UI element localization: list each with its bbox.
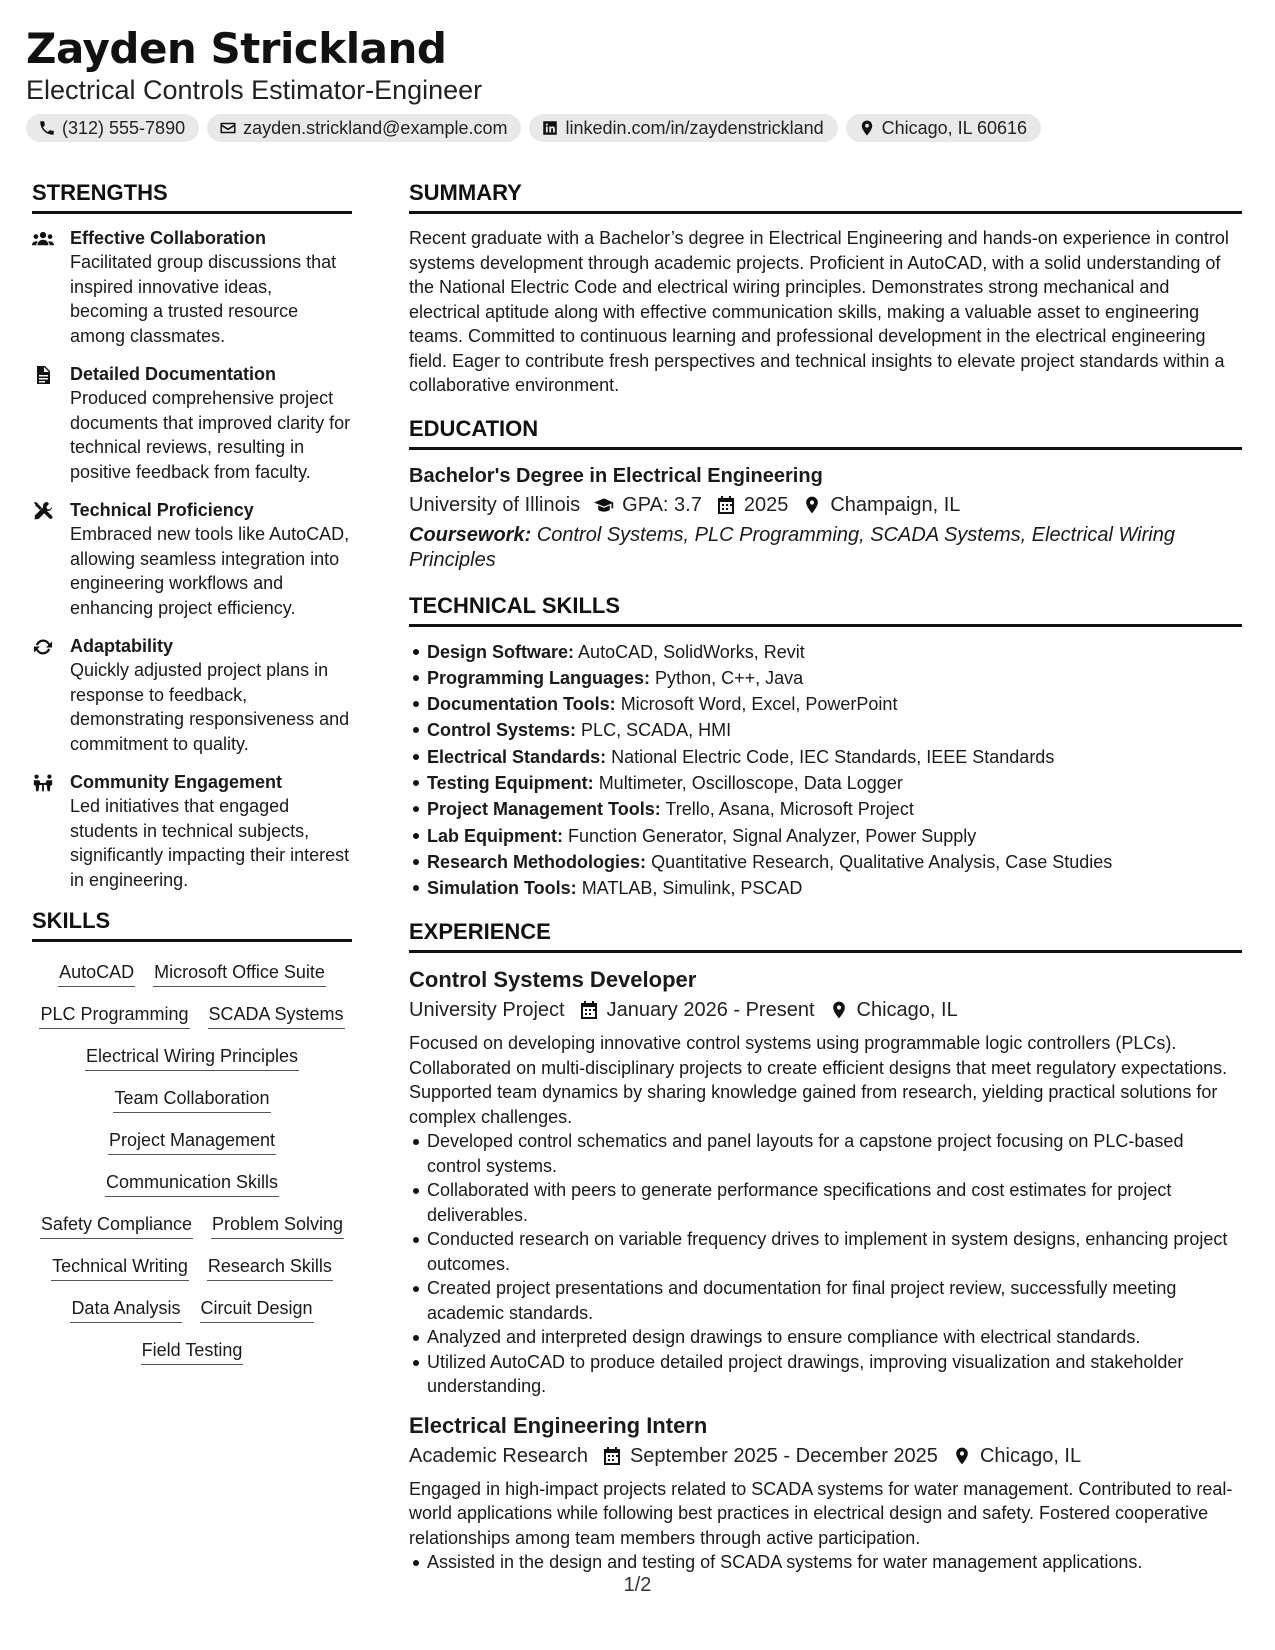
list-item: Assisted in the design and testing of SCADA systems for water management applications. (409, 1550, 1242, 1575)
strength-desc: Produced comprehensive project documents that improved clarity for technical reviews, resulting in positive feedback from faculty. (70, 388, 351, 482)
strength-item (32, 634, 352, 756)
email-chip[interactable] (207, 114, 521, 142)
strength-title: Detailed Documentation (70, 364, 277, 384)
calendar-icon (602, 1446, 622, 1466)
school-name: University of Illinois (409, 493, 581, 516)
tech-skill-label: Simulation Tools: (427, 878, 577, 899)
tech-skill-label: Electrical Standards: (427, 746, 607, 767)
technical-skills-list (409, 639, 1242, 902)
job-org: University Project (409, 999, 565, 1022)
skills-list (32, 960, 352, 1365)
list-item (409, 823, 1242, 849)
skill-tag: Research Skills (207, 1254, 333, 1281)
calendar-icon (579, 1000, 599, 1020)
candidate-name: Zayden Strickland (26, 24, 447, 73)
list-item (409, 744, 1242, 770)
list-item (409, 875, 1242, 901)
location-chip (846, 114, 1041, 142)
skill-tag: Communication Skills (105, 1170, 279, 1197)
job-description: Focused on developing innovative control systems using programmable logic controllers (PLCs). Collaborated on multi-disciplinary projects to create efficient designs that meet regulatory expectations. Supported team dynamics by sharing knowledge gained from research, yielding practical solutions for complex challenges. (409, 1033, 1228, 1127)
tech-skill-label: Programming Languages: (427, 667, 651, 688)
map-pin-icon (802, 495, 822, 515)
technical-skills-heading: TECHNICAL SKILLS (409, 591, 1242, 627)
list-item: Conducted research on variable frequency drives to implement in system designs, enhancing project outcomes. (409, 1227, 1242, 1276)
tech-skill-value: Multimeter, Oscilloscope, Data Logger (598, 772, 903, 793)
list-item (409, 639, 1242, 665)
tech-skill-label: Control Systems: (427, 720, 577, 741)
job-dates: January 2026 - Present (606, 999, 815, 1022)
tech-skill-label: Design Software: (427, 641, 575, 662)
tech-skill-label: Research Methodologies: (427, 851, 647, 872)
strength-item (32, 362, 352, 484)
strength-desc: Facilitated group discussions that inspired innovative ideas, becoming a trusted resource among classmates. (70, 252, 337, 346)
job-title: Electrical Engineering Intern (409, 1412, 708, 1438)
gpa-text: GPA: 3.7 (622, 493, 702, 516)
users-icon (32, 229, 54, 249)
tech-skill-value: National Electric Code, IEC Standards, IEEE Standards (611, 746, 1055, 767)
tech-skill-label: Project Management Tools: (427, 799, 661, 820)
job-entry (409, 1411, 1242, 1575)
coursework-label: Coursework: (409, 523, 532, 546)
job-bullets (409, 1550, 1242, 1575)
left-column (32, 178, 352, 1365)
linkedin-icon (541, 119, 559, 137)
map-pin-icon (858, 119, 876, 137)
job-location: Chicago, IL (979, 1444, 1082, 1467)
skill-tag: Team Collaboration (113, 1086, 270, 1113)
tech-skill-label: Documentation Tools: (427, 694, 616, 715)
coursework-text: Control Systems, PLC Programming, SCADA Systems, Electrical Wiring Principles (409, 523, 1175, 571)
strength-title: Community Engagement (70, 772, 283, 792)
strength-desc: Quickly adjusted project plans in response to feedback, demonstrating responsiveness and commitment to quality. (70, 660, 350, 754)
job-meta (409, 1441, 1242, 1471)
tech-skill-value: MATLAB, Simulink, PSCAD (581, 878, 803, 899)
document-icon (32, 365, 54, 385)
job-dates: September 2025 - December 2025 (629, 1444, 938, 1467)
skill-tag: PLC Programming (39, 1002, 189, 1029)
phone-icon (38, 119, 56, 137)
calendar-icon (716, 495, 736, 515)
skill-tag: Field Testing (141, 1338, 244, 1365)
list-item: Created project presentations and documentation for final project review, successfully meeting academic standards. (409, 1276, 1242, 1325)
list-item (409, 796, 1242, 822)
contact-bar (26, 114, 1256, 142)
page-number: 1/2 (623, 1574, 652, 1596)
skill-tag: Electrical Wiring Principles (85, 1044, 299, 1071)
right-column (409, 178, 1242, 1587)
education-meta (409, 490, 1242, 520)
list-item (409, 717, 1242, 743)
skill-tag: AutoCAD (58, 960, 135, 987)
list-item: Developed control schematics and panel layouts for a capstone project focusing on PLC-based control systems. (409, 1129, 1242, 1178)
graduation-cap-icon (594, 495, 614, 515)
tech-skill-value: Quantitative Research, Qualitative Analysis, Case Studies (651, 851, 1113, 872)
tools-icon (32, 501, 54, 521)
tech-skill-value: Trello, Asana, Microsoft Project (665, 799, 914, 820)
tech-skill-value: PLC, SCADA, HMI (581, 720, 732, 741)
job-location: Chicago, IL (856, 999, 958, 1022)
list-item (409, 665, 1242, 691)
strength-item (32, 498, 352, 620)
list-item: Collaborated with peers to generate performance specifications and cost estimates for project deliverables. (409, 1178, 1242, 1227)
strengths-heading: STRENGTHS (32, 178, 352, 214)
job-description: Engaged in high-impact projects related to SCADA systems for water management. Contributed to real-world applications while following best practices in electrical design and safety. Fostered cooperative relationships among team members through active participation. (409, 1478, 1233, 1548)
graduation-year: 2025 (743, 493, 789, 516)
strength-item (32, 226, 352, 348)
email-icon (219, 119, 237, 137)
strength-desc: Led initiatives that engaged students in technical subjects, significantly impacting their interest in engineering. (70, 796, 350, 890)
skill-tag: Circuit Design (200, 1296, 314, 1323)
coursework (409, 523, 1242, 573)
people-table-icon (32, 773, 54, 793)
phone-text: (312) 555-7890 (62, 117, 186, 138)
skill-tag: SCADA Systems (208, 1002, 345, 1029)
tech-skill-value: Function Generator, Signal Analyzer, Power Supply (568, 825, 977, 846)
education-location: Champaign, IL (830, 493, 961, 516)
job-org: Academic Research (409, 1444, 588, 1467)
job-meta (409, 995, 1242, 1025)
location-text: Chicago, IL 60616 (881, 117, 1028, 138)
list-item: Utilized AutoCAD to produce detailed project drawings, improving visualization and stakeholder understanding. (409, 1350, 1242, 1399)
tech-skill-label: Testing Equipment: (427, 772, 594, 793)
linkedin-chip[interactable] (529, 114, 837, 142)
resume-header (26, 22, 1256, 142)
skill-tag: Problem Solving (211, 1212, 344, 1239)
map-pin-icon (952, 1446, 972, 1466)
skill-tag: Technical Writing (51, 1254, 189, 1281)
strength-desc: Embraced new tools like AutoCAD, allowing seamless integration into engineering workflows and enhancing project efficiency. (70, 524, 350, 618)
degree-title: Bachelor's Degree in Electrical Engineering (409, 464, 823, 487)
tech-skill-value: Microsoft Word, Excel, PowerPoint (620, 694, 898, 715)
summary-heading: SUMMARY (409, 178, 1242, 214)
list-item: Analyzed and interpreted design drawings to ensure compliance with electrical standards. (409, 1325, 1242, 1350)
skill-tag: Safety Compliance (40, 1212, 193, 1239)
job-bullets (409, 1129, 1242, 1399)
summary-text: Recent graduate with a Bachelor’s degree in Electrical Engineering and hands-on experience in control systems development through academic projects. Proficient in AutoCAD, with a solid understanding of the National Electric Code and electrical wiring principles. Demonstrates strong mechanical and electrical aptitude along with effective communication skills, making a valuable asset to engineering teams. Committed to continuous learning and professional development in the electrical engineering field. Eager to contribute fresh perspectives and technical insights to elevate project standards within a collaborative environment. (409, 228, 1229, 395)
strength-title: Technical Proficiency (70, 500, 254, 520)
tech-skill-value: AutoCAD, SolidWorks, Revit (578, 641, 805, 662)
job-entry (409, 965, 1242, 1399)
list-item (409, 770, 1242, 796)
tech-skill-value: Python, C++, Java (655, 667, 804, 688)
education-heading: EDUCATION (409, 414, 1242, 450)
strength-title: Effective Collaboration (70, 228, 267, 248)
candidate-title: Electrical Controls Estimator-Engineer (26, 75, 483, 105)
skill-tag: Data Analysis (70, 1296, 181, 1323)
linkedin-text: linkedin.com/in/zaydenstrickland (565, 117, 824, 138)
skill-tag: Project Management (108, 1128, 276, 1155)
job-title: Control Systems Developer (409, 967, 697, 993)
tech-skill-label: Lab Equipment: (427, 825, 563, 846)
strength-item (32, 770, 352, 892)
strength-title: Adaptability (70, 636, 174, 656)
experience-heading: EXPERIENCE (409, 917, 1242, 953)
sync-icon (32, 637, 54, 657)
skills-heading: SKILLS (32, 906, 352, 942)
skill-tag: Microsoft Office Suite (153, 960, 326, 987)
list-item (409, 849, 1242, 875)
map-pin-icon (829, 1000, 849, 1020)
phone-chip[interactable] (26, 114, 199, 142)
email-text: zayden.strickland@example.com (243, 117, 508, 138)
list-item (409, 691, 1242, 717)
